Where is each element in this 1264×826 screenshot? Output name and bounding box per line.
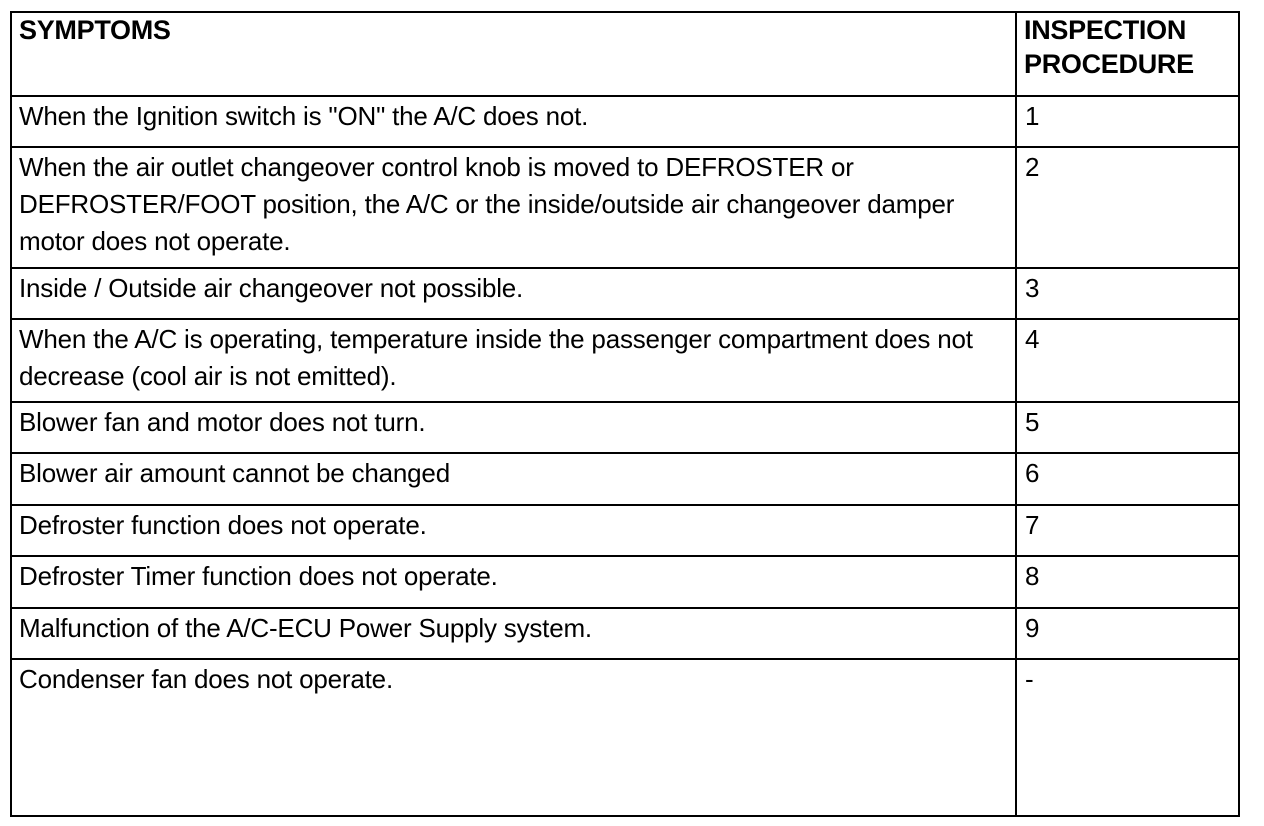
symptom-cell: Condenser fan does not operate. [11, 659, 1016, 816]
procedure-cell: 2 [1016, 147, 1239, 268]
table-row [11, 96, 1239, 147]
procedure-cell: 4 [1016, 319, 1239, 402]
header-inspection-procedure: INSPECTION PROCEDURE [1016, 12, 1239, 96]
symptom-cell: When the air outlet changeover control knob is moved to DEFROSTER or DEFROSTER/FOOT position, the A/C or the inside/outside air changeover damper motor does not operate. [11, 147, 1016, 268]
symptom-table [10, 11, 1240, 817]
symptom-cell: Defroster Timer function does not operate. [11, 556, 1016, 608]
symptom-cell: When the Ignition switch is "ON" the A/C does not. [11, 96, 1016, 147]
procedure-cell: 9 [1016, 608, 1239, 659]
procedure-cell: 1 [1016, 96, 1239, 147]
header-row [11, 12, 1239, 96]
header-symptoms: SYMPTOMS [11, 12, 1016, 96]
table-row [11, 505, 1239, 556]
symptom-cell: Blower fan and motor does not turn. [11, 402, 1016, 453]
table-row [11, 453, 1239, 505]
symptom-cell: Defroster function does not operate. [11, 505, 1016, 556]
symptom-cell: Inside / Outside air changeover not possible. [11, 268, 1016, 319]
table-row [11, 268, 1239, 319]
procedure-cell: - [1016, 659, 1239, 816]
procedure-cell: 7 [1016, 505, 1239, 556]
table-row [11, 147, 1239, 268]
table-row [11, 659, 1239, 816]
procedure-cell: 3 [1016, 268, 1239, 319]
symptom-cell: Malfunction of the A/C-ECU Power Supply system. [11, 608, 1016, 659]
symptom-cell: Blower air amount cannot be changed [11, 453, 1016, 505]
procedure-cell: 6 [1016, 453, 1239, 505]
table-row [11, 402, 1239, 453]
procedure-cell: 5 [1016, 402, 1239, 453]
symptom-cell: When the A/C is operating, temperature inside the passenger compartment does not decrease (cool air is not emitted). [11, 319, 1016, 402]
table-row [11, 608, 1239, 659]
table-row [11, 319, 1239, 402]
table-row [11, 556, 1239, 608]
procedure-cell: 8 [1016, 556, 1239, 608]
